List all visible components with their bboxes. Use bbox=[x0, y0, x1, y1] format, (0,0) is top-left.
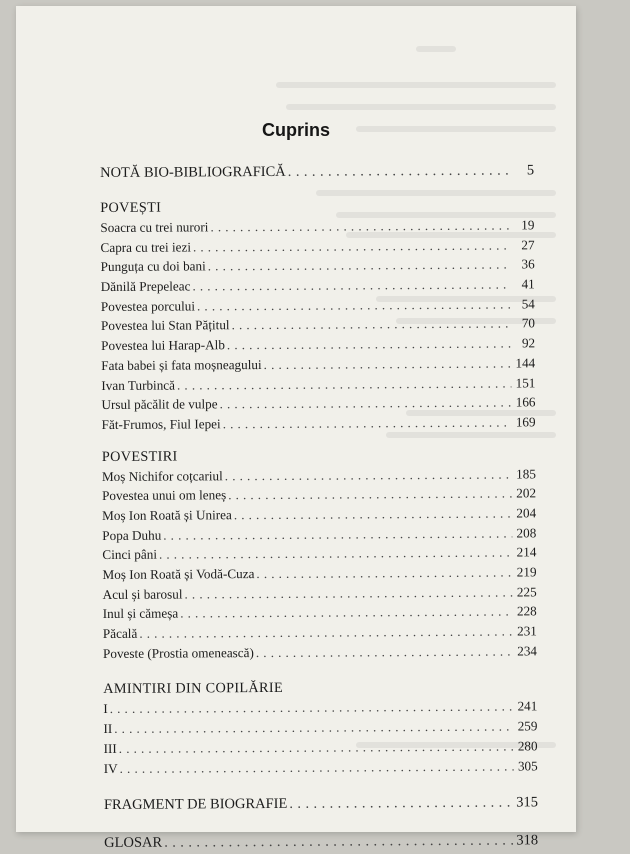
section-heading-povesti: POVEȘTI bbox=[100, 199, 162, 216]
toc-entry-title: Inul și cămeșa bbox=[102, 605, 179, 622]
dot-leader bbox=[159, 543, 513, 565]
toc-entry bbox=[101, 274, 535, 296]
toc-entry bbox=[100, 235, 534, 257]
toc-entry-page: 5 bbox=[526, 162, 535, 179]
page-title: Cuprins bbox=[261, 120, 330, 140]
toc-entry-title: Capra cu trei iezi bbox=[100, 239, 192, 255]
toc-entry bbox=[104, 736, 538, 758]
toc-entry bbox=[103, 602, 537, 624]
toc-entry-page: 225 bbox=[516, 584, 537, 600]
toc-entry-title: Punguța cu doi bani bbox=[100, 258, 206, 275]
toc-entry-title: Păcală bbox=[102, 625, 138, 642]
toc-entry-page: 185 bbox=[516, 465, 536, 482]
toc-entry bbox=[102, 503, 536, 525]
toc-entry-page: 241 bbox=[517, 698, 538, 714]
toc-entry bbox=[102, 543, 536, 565]
toc-entry-page: 27 bbox=[521, 237, 535, 253]
dot-leader bbox=[192, 275, 510, 297]
toc-entry-page: 280 bbox=[517, 738, 538, 754]
dot-leader bbox=[197, 294, 511, 316]
toc-entry bbox=[104, 756, 538, 778]
toc-entry-title: III bbox=[103, 740, 117, 756]
toc-entry-page: 92 bbox=[521, 335, 536, 351]
toc-entry-glosar bbox=[104, 830, 538, 854]
toc-entry-title: Ivan Turbincă bbox=[101, 377, 176, 393]
toc-entry-title: GLOSAR bbox=[104, 834, 163, 852]
toc-entry bbox=[103, 582, 537, 604]
toc-entry bbox=[100, 215, 534, 237]
toc-entry bbox=[101, 393, 535, 415]
dot-leader bbox=[256, 562, 512, 583]
section-heading-povestiri: POVESTIRI bbox=[101, 448, 178, 465]
dot-leader bbox=[177, 373, 511, 395]
dot-leader bbox=[289, 792, 514, 815]
toc-entry bbox=[101, 353, 535, 375]
dot-leader bbox=[232, 314, 512, 335]
toc-entry-title: Moș Nichifor coțcariul bbox=[101, 467, 223, 484]
toc-entry-page: 214 bbox=[516, 544, 537, 560]
toc-entry-title: Povestea porcului bbox=[100, 298, 196, 314]
toc-entry-page: 315 bbox=[516, 794, 538, 811]
toc-entry-title: NOTĂ BIO-BIBLIOGRAFICĂ bbox=[100, 163, 286, 181]
dot-leader bbox=[228, 484, 512, 505]
dot-leader bbox=[225, 464, 512, 485]
dot-leader bbox=[288, 159, 510, 182]
toc-entry-title: Povestea lui Stan Pățitul bbox=[100, 317, 230, 334]
section-heading-amintiri: AMINTIRI DIN COPILĂRIE bbox=[103, 680, 284, 698]
toc-entry bbox=[101, 314, 535, 336]
toc-entry-title: Moș Ion Roată și Vodă-Cuza bbox=[102, 566, 255, 582]
toc-entry-page: 202 bbox=[516, 485, 537, 501]
toc-entry-title: Acul și barosul bbox=[102, 586, 183, 602]
toc-entry bbox=[103, 621, 537, 643]
toc-entry-title: I bbox=[103, 701, 108, 717]
dot-leader bbox=[223, 412, 512, 433]
dot-leader bbox=[264, 353, 512, 374]
toc-entry bbox=[101, 294, 535, 316]
toc-entry-title: II bbox=[103, 721, 113, 737]
toc-entry-page: 54 bbox=[521, 296, 535, 312]
toc-entry-page: 204 bbox=[516, 505, 537, 521]
toc-entry-page: 166 bbox=[515, 394, 536, 410]
dot-leader bbox=[164, 830, 514, 854]
toc-entry-title: IV bbox=[103, 760, 118, 776]
toc-entry bbox=[103, 641, 537, 663]
dot-leader bbox=[256, 641, 513, 662]
toc-entry-page: 219 bbox=[516, 564, 537, 580]
toc-entry bbox=[102, 412, 536, 434]
toc-entry-page: 305 bbox=[517, 757, 538, 773]
dot-leader bbox=[139, 622, 513, 644]
toc-entry bbox=[102, 523, 536, 545]
toc-entry bbox=[103, 716, 537, 738]
toc-entry-page: 318 bbox=[516, 832, 539, 849]
toc-entry bbox=[101, 333, 535, 355]
toc-entry-title: FRAGMENT DE BIOGRAFIE bbox=[103, 796, 288, 814]
toc-entry-page: 234 bbox=[517, 643, 538, 659]
toc-entry-page: 70 bbox=[521, 315, 536, 331]
toc-entry bbox=[102, 484, 536, 506]
toc-entry-title: Cinci pâni bbox=[102, 546, 158, 563]
toc-entry-page: 151 bbox=[515, 374, 536, 390]
toc-entry-title: Povestea unui om leneș bbox=[101, 487, 227, 504]
toc-entry bbox=[102, 562, 536, 584]
dot-leader bbox=[119, 736, 514, 758]
dot-leader bbox=[114, 717, 513, 739]
toc-entry-title: Popa Duhu bbox=[102, 527, 162, 543]
toc-entry-title: Fata babei și fata moșneagului bbox=[101, 356, 262, 373]
toc-entry bbox=[103, 697, 537, 719]
toc-entry-page: 231 bbox=[517, 623, 537, 639]
toc-entry-title: Ursul păcălit de vulpe bbox=[101, 396, 218, 413]
dot-leader bbox=[120, 756, 514, 778]
toc-entry-title: Făt-Frumos, Fiul Iepei bbox=[101, 416, 221, 432]
dot-leader bbox=[210, 215, 510, 237]
toc-entry-page: 19 bbox=[521, 217, 535, 233]
dot-leader bbox=[184, 582, 512, 604]
toc-entry-fragment bbox=[104, 792, 538, 817]
toc-entry-title: Dănilă Prepeleac bbox=[100, 278, 191, 295]
dot-leader bbox=[180, 602, 513, 624]
dot-leader bbox=[227, 334, 511, 355]
toc-entry bbox=[102, 464, 536, 486]
dot-leader bbox=[110, 697, 514, 719]
toc-entry-page: 169 bbox=[515, 414, 536, 430]
toc-entry-page: 144 bbox=[515, 355, 536, 371]
toc-entry-title: Moș Ion Roată și Unirea bbox=[102, 507, 232, 523]
toc-entry-title: Povestea lui Harap-Alb bbox=[101, 337, 225, 354]
toc-entry-page: 208 bbox=[516, 524, 537, 541]
dot-leader bbox=[208, 255, 511, 277]
dot-leader bbox=[220, 393, 512, 414]
toc-entry-title: Poveste (Prostia omenească) bbox=[102, 644, 254, 661]
toc-entry-page: 36 bbox=[521, 256, 535, 272]
table-of-contents bbox=[100, 159, 538, 854]
dot-leader bbox=[193, 235, 511, 257]
book-page bbox=[16, 6, 576, 852]
toc-entry-nota bbox=[100, 159, 534, 184]
toc-entry-title: Soacra cu trei nurori bbox=[100, 219, 209, 235]
dot-leader bbox=[234, 503, 512, 524]
dot-leader bbox=[163, 523, 512, 545]
toc-entry bbox=[101, 255, 535, 277]
toc-entry-page: 259 bbox=[517, 718, 538, 734]
toc-entry-page: 228 bbox=[516, 603, 537, 619]
toc-entry-page: 41 bbox=[521, 276, 535, 292]
toc-entry bbox=[101, 373, 535, 395]
